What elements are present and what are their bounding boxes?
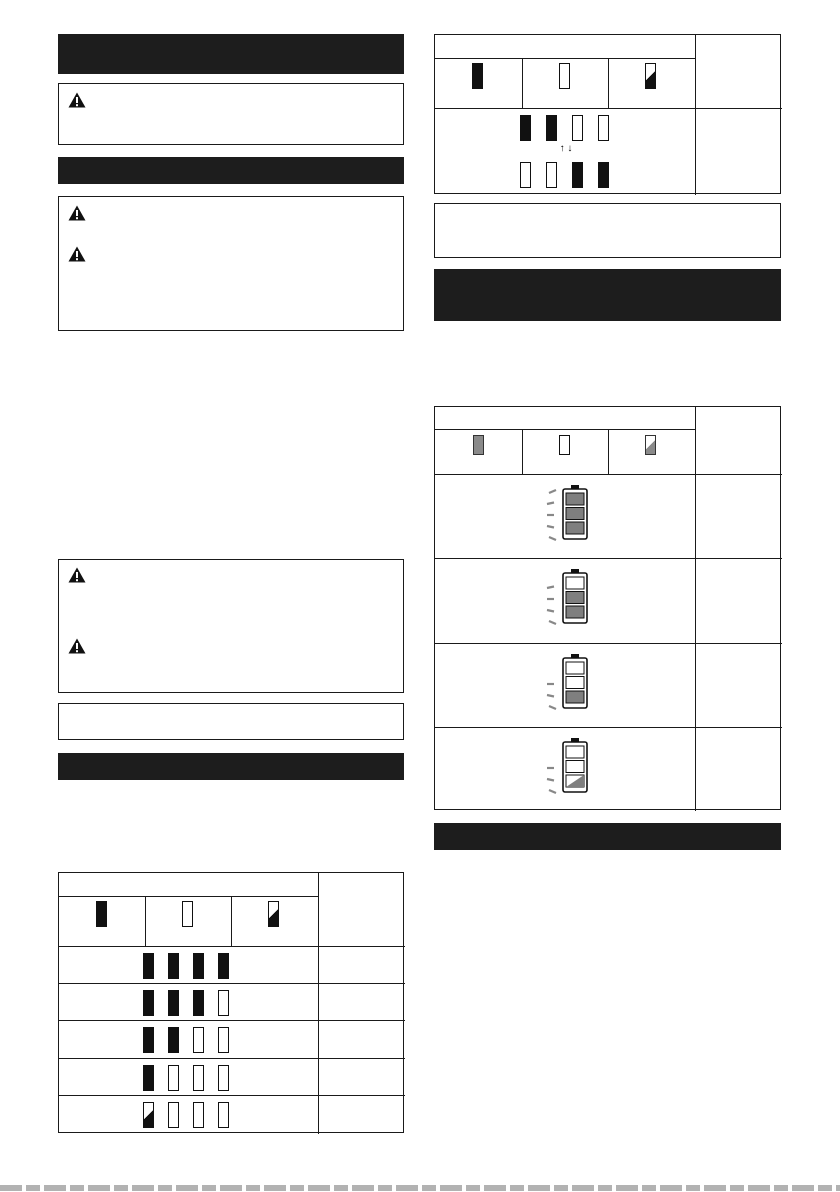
lamp-off-icon	[598, 115, 609, 141]
battery-gauge-icon	[535, 483, 615, 553]
lamp-lit-icon	[193, 990, 204, 1016]
lamp-off-icon	[168, 1102, 179, 1128]
warning-triangle-icon	[68, 246, 86, 262]
lamp-lit-icon	[143, 953, 154, 979]
lamp-lit-icon	[572, 162, 583, 188]
lamp-lit-icon	[598, 162, 609, 188]
warning-triangle-icon	[68, 567, 86, 583]
lamp-lit-icon	[143, 1027, 154, 1053]
lamp-off-icon	[168, 1065, 179, 1091]
note-box	[58, 703, 404, 740]
battery-indicator-table	[434, 406, 781, 810]
lamp-lit-icon	[546, 115, 557, 141]
section-heading-bar	[58, 34, 404, 74]
warning-triangle-icon	[68, 205, 86, 221]
lamp-lit-icon	[193, 953, 204, 979]
indicator-table	[434, 34, 781, 194]
lamp-off-icon	[218, 1027, 229, 1053]
lamp-off-icon	[572, 115, 583, 141]
warning-triangle-icon	[68, 92, 86, 108]
page-footer-rule	[0, 1185, 840, 1191]
warning-triangle-icon	[68, 638, 86, 654]
alternating-arrows: ↑ ↓	[559, 143, 573, 154]
lamp-blinking-icon	[143, 1102, 154, 1128]
section-heading-bar	[434, 269, 781, 321]
lamp-lit-icon	[218, 953, 229, 979]
section-heading-bar	[434, 823, 781, 850]
section-heading-bar	[58, 753, 404, 780]
lamp-lit-icon	[473, 435, 484, 455]
lamp-lit-icon	[96, 901, 107, 927]
lamp-off-icon	[218, 990, 229, 1016]
battery-gauge-icon	[535, 567, 615, 637]
lamp-lit-icon	[520, 115, 531, 141]
note-box	[434, 203, 781, 258]
warning-box	[58, 83, 404, 145]
lamp-off-icon	[193, 1027, 204, 1053]
lamp-lit-icon	[168, 1027, 179, 1053]
lamp-lit-icon	[143, 990, 154, 1016]
lamp-lit-icon	[143, 1065, 154, 1091]
lamp-off-icon	[193, 1065, 204, 1091]
lamp-lit-icon	[472, 63, 483, 89]
lamp-lit-icon	[168, 953, 179, 979]
lamp-off-icon	[218, 1102, 229, 1128]
lamp-blinking-icon	[645, 435, 656, 455]
lamp-lit-icon	[168, 990, 179, 1016]
section-heading-bar	[58, 157, 404, 184]
lamp-off-icon	[520, 162, 531, 188]
lamp-off-icon	[182, 901, 193, 927]
lamp-off-icon	[218, 1065, 229, 1091]
warning-box	[58, 559, 404, 693]
lamp-off-icon	[559, 435, 570, 455]
lamp-off-icon	[546, 162, 557, 188]
battery-gauge-icon	[535, 652, 615, 722]
warning-box	[58, 196, 404, 331]
lamp-blinking-icon	[268, 901, 279, 927]
lamp-off-icon	[193, 1102, 204, 1128]
indicator-table	[58, 872, 404, 1133]
battery-gauge-icon	[535, 736, 615, 806]
lamp-blinking-icon	[645, 63, 656, 89]
lamp-off-icon	[559, 63, 570, 89]
